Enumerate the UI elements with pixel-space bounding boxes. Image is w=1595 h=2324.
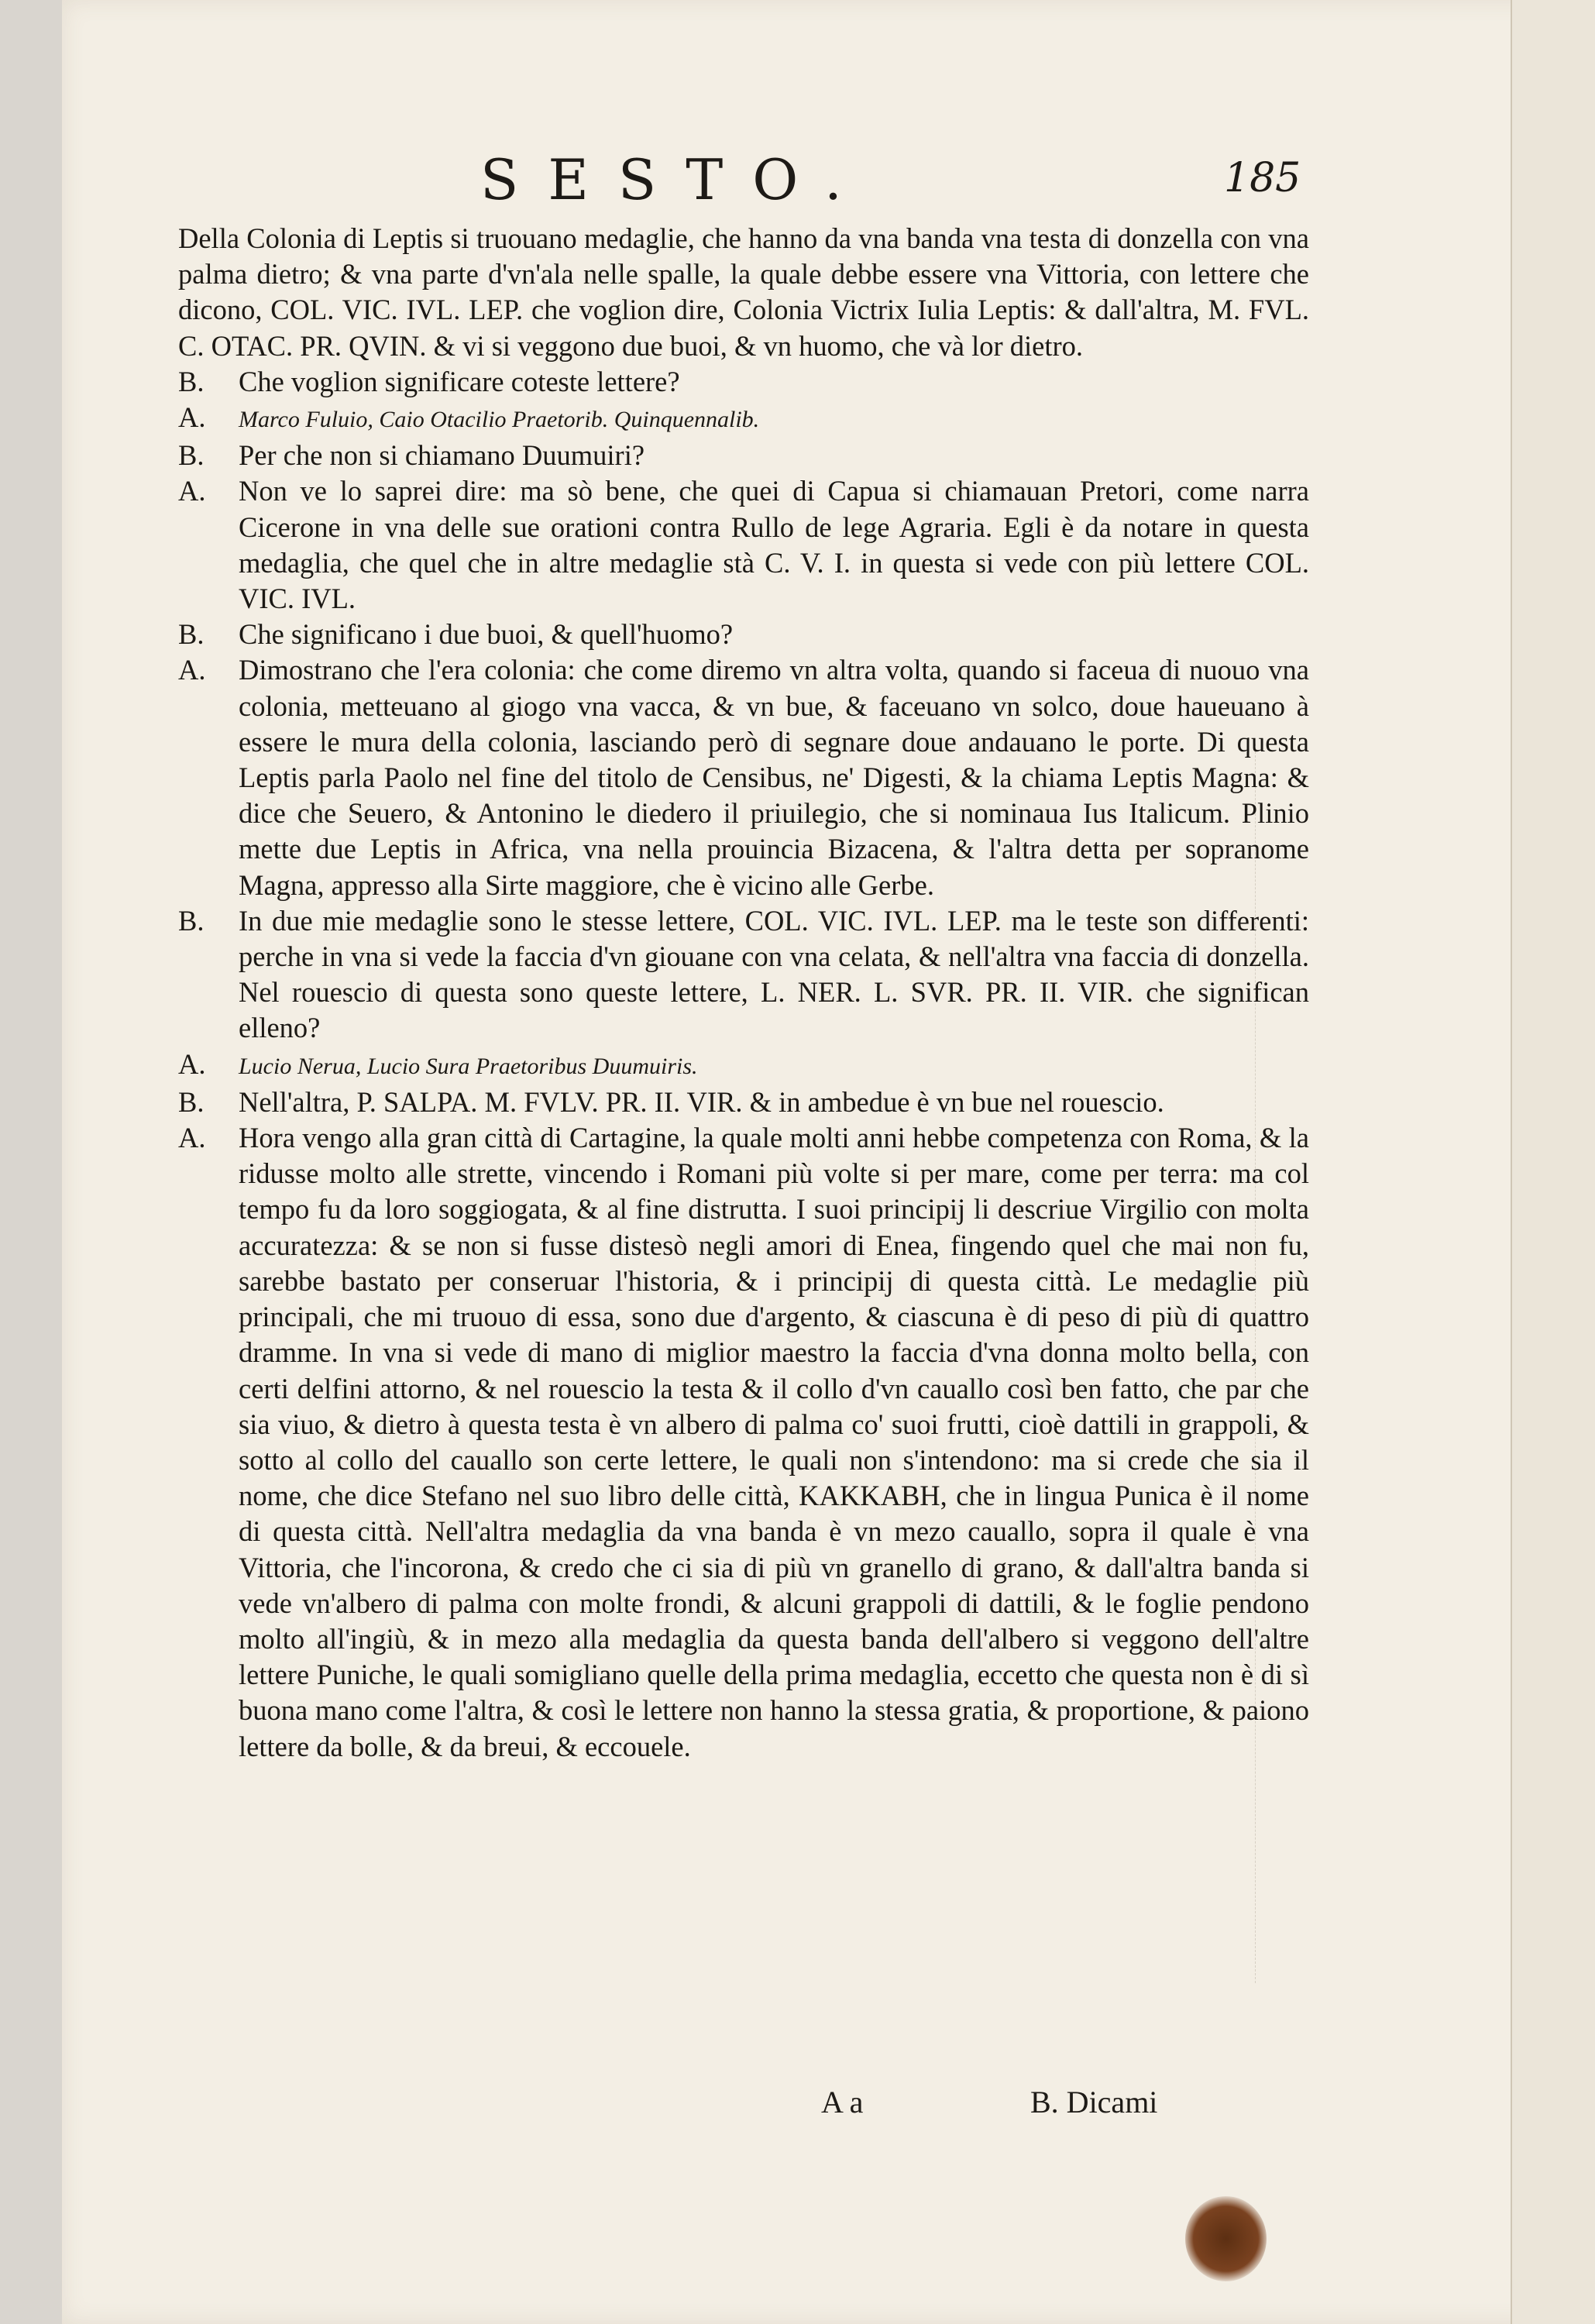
dialogue-turn (178, 1085, 1309, 1120)
speaker-label: A. (178, 401, 206, 434)
speaker-label: A. (178, 654, 206, 686)
wax-stain (1185, 2196, 1267, 2281)
dialogue-text-line: Che voglion significare coteste lettere? (239, 365, 680, 397)
dialogue-text-line: Non ve lo saprei dire: ma sò bene, che quei di Capua si chiamauan Pretori, come narra Cicerone in vna delle sue orationi contra Rullo de lege Agraria. Egli è da notare in questa medaglia, che quel che in altre medaglie stà C. V. I. in questa si vede con più lettere COL. VIC. IVL. (239, 475, 1309, 615)
dialogue-turn (178, 438, 1309, 473)
speaker-label: A. (178, 1047, 206, 1080)
dialogue-turn (178, 1047, 1309, 1085)
speaker-label: B. (178, 439, 205, 472)
paragraph-text: Della Colonia di Leptis si truouano medaglie, che hanno da vna banda vna testa di donzella con vna palma dietro; & vna parte d'vn'ala nelle spalle, la quale debbe essere vna Vittoria, con lettere che dicono, COL. VIC. IVL. LEP. che voglion dire, Colonia Victrix Iulia Leptis: & dall'altra, M. FVL. C. OTAC. PR. QVIN. & vi si veggono due buoi, & vn huomo, che và lor dietro. (178, 222, 1309, 362)
dialogue-text-line: Hora vengo alla gran città di Cartagine, la quale molti anni hebbe competenza con Roma, & la ridusse molto alle strette, vincendo i Romani più volte si per mare, come per terra: ma col tempo fu da loro soggiogata, & al fine distrutta. I suoi principij li descriue Virgilio con molta accuratezza: & se non si fusse distesò negli amori di Enea, fingendo quel che mai non fu, sarebbe bastato per conseruar l'historia, & i principij di questa città. Le medaglie più principali, che mi truouo di essa, sono due d'argento, & ciascuna è di peso di più di quattro dramme. In vna si vede di mano di miglior maestro la faccia d'vna donna molto bella, con certi delfini attorno, & nel rouescio la testa & il collo d'vn cauallo così ben fatto, che par che sia viuo, & dietro à questa testa è vn albero di palma co' suoi frutti, cioè dattili in grappoli, & sotto al collo del cauallo son certe lettere, le quali non s'intendono: ma si crede che sia il nome, che dice Stefano nel suo libro delle città, KAKKABH, che in lingua Punica è il nome di questa città. Nell'altra medaglia da vna banda è vn mezo cauallo, sopra il quale è vna Vittoria, che l'incorona, & credo che ci sia di più vn granello di grano, & dall'altra banda si vede vn'albero di palma con molte frondi, & alcuni grappoli di dattili, & le foglie pendono molto all'ingiù, & in mezo alla medaglia da questa banda dell'albero si veggono dell'altre lettere Puniche, le quali somigliano quelle della prima medaglia, eccetto che questa non è di sì buona mano come l'altra, & così le lettere non hanno la stessa gratia, & proportione, & paiono lettere da bolle, & da breui, & eccouele. (239, 1122, 1309, 1762)
dialogue-turn (178, 652, 1309, 902)
dialogue-turn (178, 903, 1309, 1047)
speaker-label: B. (178, 904, 205, 937)
dialogue-turn (178, 1120, 1309, 1765)
dialogue-turn (178, 617, 1309, 652)
book-page (62, 0, 1542, 2324)
dialogue-text-line: Che significano i due buoi, & quell'huomo? (239, 618, 734, 651)
page-footer (62, 2084, 1542, 2130)
dialogue-text (178, 221, 1309, 1765)
dialogue-turn (178, 364, 1309, 400)
speaker-label: A. (178, 1122, 206, 1154)
catchword: B. Dicami (1030, 2085, 1158, 2119)
dialogue-text-line: Nell'altra, P. SALPA. M. FVLV. PR. II. VIR. & in ambedue è vn bue nel rouescio. (239, 1085, 1164, 1118)
dialogue-text-line: Lucio Nerua, Lucio Sura Praetoribus Duumuiris. (239, 1053, 698, 1079)
dialogue-turn (178, 400, 1309, 438)
paragraph (178, 221, 1309, 364)
facing-page-edge (1511, 0, 1595, 2324)
running-head: SESTO. (480, 147, 871, 212)
dialogue-text-line: Dimostrano che l'era colonia: che come diremo vn altra volta, quando si faceua di nuouo vna colonia, metteuano al giogo vna vacca, & vn bue, & faceuano vn solco, doue haueuano à essere le mura della colonia, lasciando però di segnare doue andauano le porte. Di questa Leptis parla Paolo nel fine del titolo de Censibus, ne' Digesti, & la chiama Leptis Magna: & dice che Seuero, & Antonino le diedero il priuilegio, che si nominaua Ius Italicum. Plinio mette due Leptis in Africa, vna nella prouincia Bizacena, & l'altra detta per sopranome Magna, appresso alla Sirte maggiore, che è vicino alle Gerbe. (239, 654, 1309, 901)
signature-mark: A a (821, 2085, 864, 2119)
speaker-label: B. (178, 365, 205, 397)
speaker-label: B. (178, 1085, 205, 1118)
speaker-label: B. (178, 618, 205, 651)
speaker-label: A. (178, 475, 206, 507)
dialogue-text-line: Per che non si chiamano Duumuiri? (239, 439, 645, 472)
page-number: 185 (1224, 155, 1301, 201)
dialogue-text-line: In due mie medaglie sono le stesse lettere, COL. VIC. IVL. LEP. ma le teste son differenti: perche in vna si vede la faccia d'vn giouane con vna celata, & nell'altra vna faccia di donzella. Nel rouescio di questa sono queste lettere, L. NER. L. SVR. PR. II. VIR. che significan elleno? (239, 904, 1309, 1044)
dialogue-text-line: Marco Fuluio, Caio Otacilio Praetorib. Quinquennalib. (239, 407, 760, 433)
dialogue-turn (178, 473, 1309, 617)
page-header (62, 147, 1542, 217)
